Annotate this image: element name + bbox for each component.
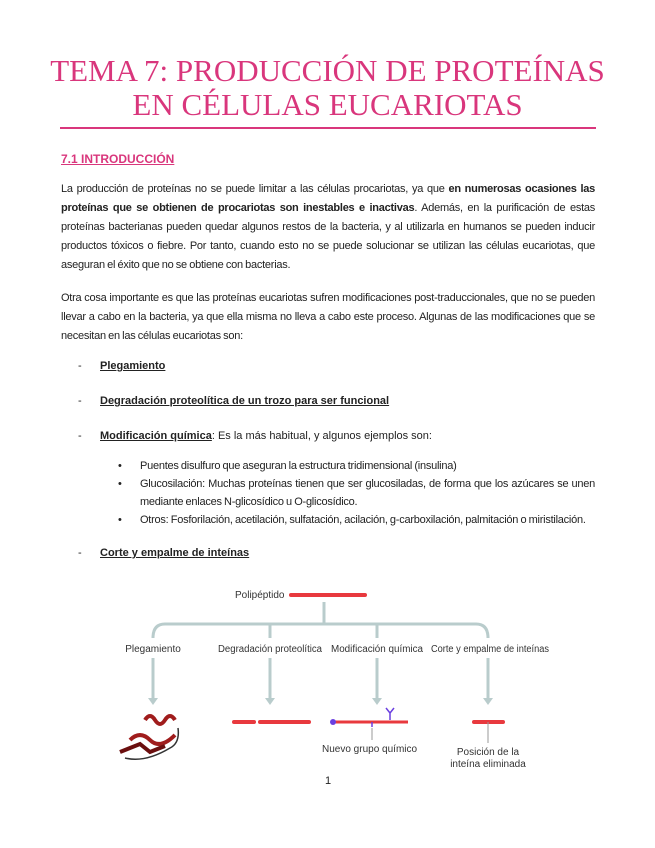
list-rest: : Es la más habitual, y algunos ejemplos son:	[211, 430, 432, 442]
sub-list-item: • Glucosilación: Muchas proteínas tienen que ser glucosiladas, de forma que los azúcares se unen mediante enlaces N-glicosídico u O-glicosídico.	[140, 475, 595, 511]
dash: -	[78, 547, 82, 559]
list-item	[78, 393, 595, 409]
branch-label: Degradación proteolítica	[218, 644, 323, 655]
dash: -	[78, 395, 82, 407]
list-label: Plegamiento	[100, 360, 166, 372]
arrowheads	[148, 698, 493, 705]
title-line-1: TEMA 7: PRODUCCIÓN DE PROTEÍNAS	[50, 53, 605, 88]
list-item	[78, 428, 595, 444]
sub-list-item: • Puentes disulfuro que aseguran la estructura tridimensional (insulina)	[140, 457, 595, 475]
p1-text: La producción de proteínas no se puede limitar a las células procariotas, ya que	[61, 183, 449, 195]
title-divider	[60, 127, 596, 129]
document-body	[61, 152, 595, 787]
new-group-label: Nuevo grupo químico	[322, 744, 418, 755]
sub-list-item: • Otros: Fosforilación, acetilación, sulfatación, acilación, g-carboxilación, palmitación o miristilación.	[140, 511, 595, 529]
intein-label: Posición de la	[456, 747, 520, 758]
chemical-group-icon	[330, 719, 336, 725]
sub-list	[140, 457, 595, 529]
protein-modification-diagram	[100, 580, 555, 775]
page-number: 1	[324, 775, 332, 787]
paragraph-2: Otra cosa importante es que las proteínas eucariotas sufren modificaciones post-traduccionales, que no se pueden llevar a cabo en la bacteria, ya que ella misma no lleva a cabo este proceso. Algunas de las modificaciones que se necesitan en las células eucariotas son:	[61, 292, 595, 342]
branch-label: Modificación química	[331, 644, 424, 655]
dash: -	[78, 430, 82, 442]
section-heading: 7.1 INTRODUCCIÓN	[61, 152, 175, 166]
document-title	[0, 54, 655, 122]
list-label: Degradación proteolítica de un trozo para ser funcional	[100, 395, 390, 407]
list-label: Modificación química	[100, 430, 212, 442]
paragraph-1	[61, 180, 595, 275]
p1-text-2: . Además, en la purificación de estas proteínas bacterianas pueden quedar algunos restos de la bacteria, y al utilizarla en humanos se pueden inducir productos tóxicos o fiebre. Por tanto, cuando esto no se puede solucionar se utilizan las células eucariotas, que aseguran el éxito que no se obtiene con bacterias.	[61, 202, 595, 271]
branch-label: Corte y empalme de inteínas	[431, 644, 549, 655]
title-line-2: EN CÉLULAS EUCARIOTAS	[132, 87, 523, 122]
glycan-icon	[386, 708, 394, 720]
folded-protein-icon	[120, 716, 178, 759]
list-label: Corte y empalme de inteínas	[100, 547, 250, 559]
intein-label: inteína eliminada	[450, 759, 526, 770]
branch-label: Plegamiento	[125, 644, 181, 655]
root-label: Polipéptido	[235, 590, 285, 601]
list-item	[78, 358, 595, 374]
dash: -	[78, 360, 82, 372]
p1-bold: en numerosas ocasiones las proteínas que se obtienen de procariotas son inestables e inactivas	[61, 183, 595, 214]
list-item	[78, 545, 595, 561]
